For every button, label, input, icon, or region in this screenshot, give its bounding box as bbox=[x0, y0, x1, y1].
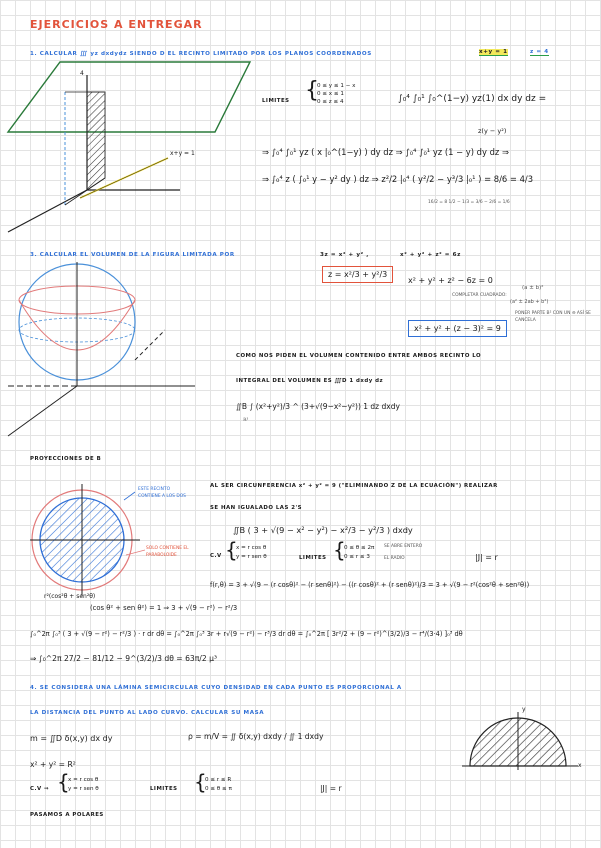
ex4-jacobian: |J| = r bbox=[320, 784, 342, 793]
ex3-text2: INTEGRAL DEL VOLUMEN ES ∭D 1 dxdy dz bbox=[236, 378, 384, 384]
ex3-r3-label: ℝ³ bbox=[243, 418, 249, 423]
page-title: EJERCICIOS A ENTREGAR bbox=[30, 18, 203, 31]
ex1-side-calc: 16/2 = 8 1/2 − 1/3 = 3/6 − 2/6 = 1/6 bbox=[428, 200, 510, 205]
ex4-density: ρ = m/V = ∬ δ(x,y) dxdy / ∬ 1 dxdy bbox=[188, 732, 324, 741]
proj-simplify: (cos θ² + sen θ²) = 1 ⇒ 3 + √(9 − r²) − r²/3 bbox=[90, 604, 238, 612]
proj-line1: AL SER CIRCUNFERENCIA x² + y² = 9 ("ELIMINANDO Z DE LA ECUACIÓN") REALIZAR bbox=[210, 483, 498, 489]
ex1-limites-label: LIMITES bbox=[262, 98, 290, 104]
ex3-integral2: ∬B ∫ (x²+y²)/3 ^ (3+√(9−x²−y²)) 1 dz dxdy bbox=[236, 402, 400, 411]
ex3-binomial: (a ± b)² bbox=[522, 285, 544, 291]
proj-integral: ∬B ( 3 + √(9 − x² − y²) − x²/3 − y²/3 ) dxdy bbox=[233, 525, 413, 535]
ex1-statement: 1. CALCULAR ∭ yz dxdydz SIENDO D EL RECINTO LIMITADO POR LOS PLANOS COORDENADOS bbox=[30, 51, 372, 57]
ex1-line3: ⇒ ∫₀⁴ z ( ∫₀¹ y − y² dy ) dz ⇒ z²/2 |₀⁴ ( y²/2 − y³/3 |₀¹ ) = 8/6 = 4/3 bbox=[262, 174, 534, 184]
ex3-eq1: 3z = x² + y² , bbox=[320, 252, 369, 258]
ex3-sphere-eq: x² + y² + z² − 6z = 0 bbox=[408, 276, 493, 285]
ex1-brace: { bbox=[305, 78, 319, 103]
ex4-cv-brace: { bbox=[57, 770, 70, 794]
proj-f-eq: f(r,θ) = 3 + √(9 − (r cosθ)² − (r senθ)²) − ((r cosθ)² + (r senθ)²)/3 = 3 + √(9 − r²(cos²θ + sen²θ)) bbox=[210, 581, 530, 589]
proj-line2: SE HAN IGUALADO LAS 2'S bbox=[210, 505, 303, 511]
proj-limits: 0 ≤ θ ≤ 2π 0 ≤ r ≤ 3 bbox=[344, 545, 375, 560]
proj-jacobian: |J| = r bbox=[475, 553, 498, 562]
proj-limites-label: LIMITES bbox=[299, 555, 327, 561]
proj-note-blue: ESTE RECINTO CONTIENE A LOS DOS bbox=[138, 487, 186, 499]
ex4-limits-brace: { bbox=[194, 770, 207, 794]
proj-radius-note: EL RADIO bbox=[384, 556, 405, 561]
ex4-polar-note: PASAMOS A POLARES bbox=[30, 812, 104, 818]
ex4-cv: x = r cos θ y = r sen θ bbox=[68, 777, 99, 792]
ex4-mass: m = ∬D δ(x,y) dx dy bbox=[30, 734, 113, 743]
proj-angle-note: SE ABRE ENTERO bbox=[384, 544, 423, 549]
ex1-plane2: z = 4 bbox=[530, 49, 549, 55]
ex1-plane1: x+y = 1 bbox=[479, 49, 508, 55]
ex4-limits: 0 ≤ r ≤ R 0 ≤ θ ≤ π bbox=[205, 777, 232, 792]
ex3-box-red: z = x²/3 + y²/3 bbox=[322, 266, 393, 283]
proj-cv: x = r cos θ y = r sen θ bbox=[236, 545, 267, 560]
proj-note-red: SOLO CONTIENE EL PARABOLOIDE bbox=[146, 546, 189, 558]
proj-result: ⇒ ∫₀^2π 27/2 − 81/12 − 9^(3/2)/3 dθ = 63π/2 μ³ bbox=[30, 654, 217, 663]
ex4-circle: x² + y² = R² bbox=[30, 760, 76, 769]
proj-cv-label: C.V bbox=[210, 553, 222, 559]
ex1-limits: 0 ≤ y ≤ 1 − x 0 ≤ x ≤ 1 0 ≤ z ≤ 4 bbox=[317, 83, 356, 105]
ex3-power-note: PONER PARTE B² CON UN ⊖ ASÍ SE CANCELA bbox=[515, 311, 591, 323]
ex4-statement1: 4. SE CONSIDERA UNA LÁMINA SEMICIRCULAR CUYO DENSIDAD EN CADA PUNTO ES PROPORCIONAL A bbox=[30, 685, 402, 691]
ex4-statement2: LA DISTANCIA DEL PUNTO AL LADO CURVO. CALCULAR SU MASA bbox=[30, 710, 265, 716]
proj-cv-brace: { bbox=[225, 538, 238, 562]
ex3-complete-note: COMPLETAR CUADRADO: bbox=[452, 293, 507, 298]
ex3-text1: COMO NOS PIDEN EL VOLUMEN CONTENIDO ENTRE AMBOS RECINTO LO bbox=[236, 353, 482, 359]
ex1-line-label: x+y = 1 bbox=[170, 150, 195, 157]
ex1-line2: ⇒ ∫₀⁴ ∫₀¹ yz ( x |₀^(1−y) ) dy dz ⇒ ∫₀⁴ ∫₀¹ yz (1 − y) dy dz ⇒ bbox=[262, 147, 509, 157]
proj-integral-r: ∫₀^2π ∫₀³ ( 3 + √(9 − r²) − r²/3 ) · r dr dθ = ∫₀^2π ∫₀³ 3r + r√(9 − r²) − r³/3 dr dθ = ∫₀^2π [ 3r²/2 + (9 − r²)^(3/2)/3 − r⁴/(3·4) ]₀³ dθ bbox=[30, 630, 463, 638]
ex4-limites-label: LIMITES bbox=[150, 786, 178, 792]
proj-frac-note: r²(cos²θ + sen²θ) bbox=[44, 593, 96, 600]
ex1-integral: ∫₀⁴ ∫₀¹ ∫₀^(1−y) yz(1) dx dy dz = bbox=[398, 94, 547, 104]
ex1-axis-z-label: 4 bbox=[80, 70, 84, 77]
ex4-axis-y-label: y bbox=[522, 706, 526, 713]
ex4-cv-label: C.V ⇒ bbox=[30, 786, 50, 792]
proj-limits-brace: { bbox=[333, 538, 346, 562]
ex1-note: z(y − y²) bbox=[478, 127, 507, 135]
ex3-square-note: (a² ± 2ab + b²) bbox=[510, 299, 549, 305]
proj-heading: PROYECCIONES DE B bbox=[30, 456, 102, 462]
ex3-eq2: x² + y² + z² = 6z bbox=[400, 252, 461, 258]
ex3-box-blue: x² + y² + (z − 3)² = 9 bbox=[408, 320, 507, 337]
ex4-axis-x-label: x bbox=[578, 762, 582, 769]
ex3-statement: 3. CALCULAR EL VOLUMEN DE LA FIGURA LIMITADA POR bbox=[30, 252, 235, 258]
